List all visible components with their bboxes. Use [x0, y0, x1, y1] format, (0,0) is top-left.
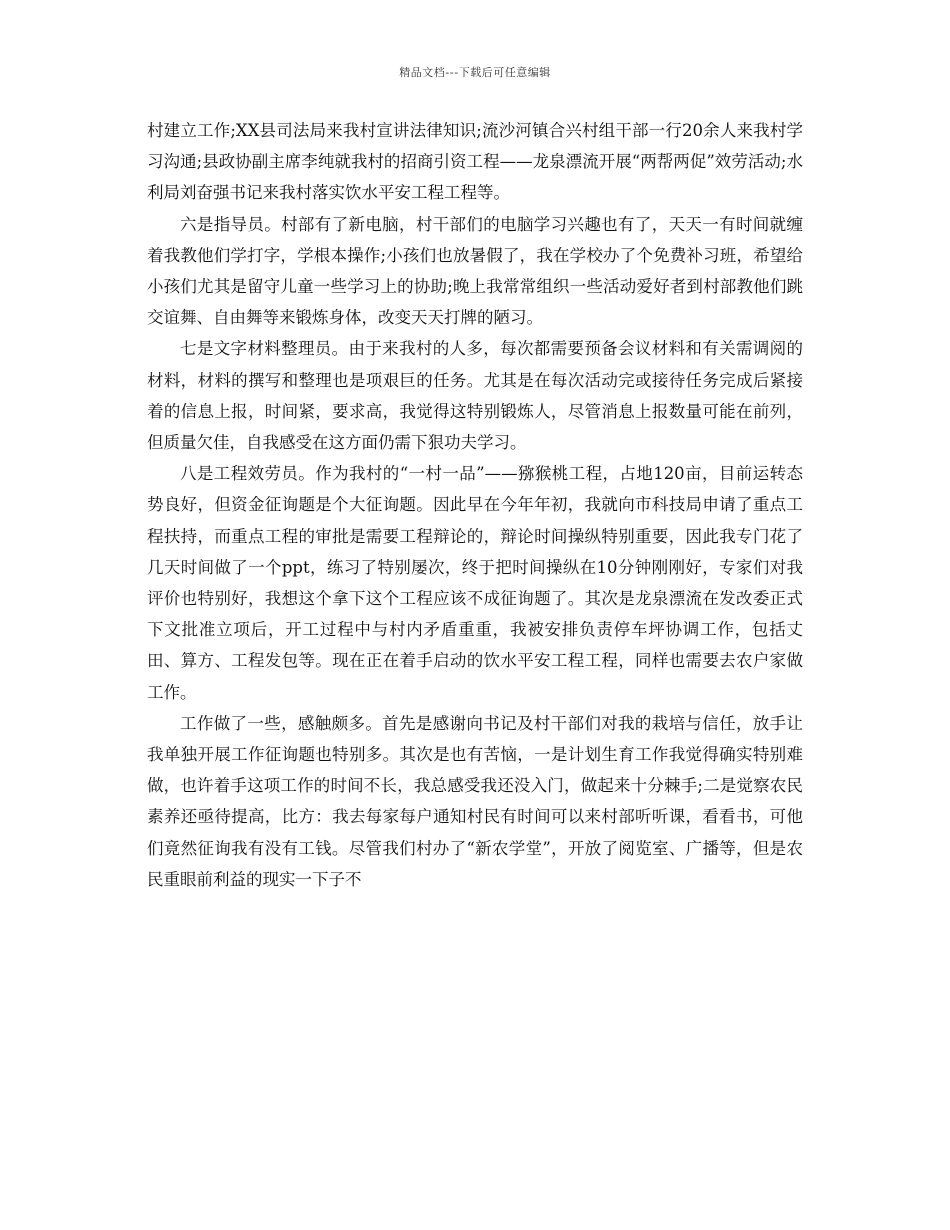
paragraph-reflection: 工作做了一些，感触颇多。首先是感谢向书记及村干部们对我的栽培与信任，放手让我单独开展工作征询题也特别多。其次是也有苦恼，一是计划生育工作我觉得确实特别难做，也许着手这项工作的时间不长，我总感受我还没入门，做起来十分棘手;二是觉察农民素养还亟待提高，比方：我去每家每户通知村民有时间可以来村部听听课，看看书，可他们竟然征询我有没有工钱。尽管我们村办了“新农学堂”，开放了阅览室、广播等，但是农民重眼前利益的现实一下子不 [147, 713, 803, 889]
paragraph-materials: 七是文字材料整理员。由于来我村的人多，每次都需要预备会议材料和有关需调阅的材料，材料的撰写和整理也是项艰巨的任务。尤其是在每次活动完或接待任务完成后紧接着的信息上报，时间紧，要求高，我觉得这特别锻炼人，尽管消息上报数量可能在前列，但质量欠佳，自我感受在这方面仍需下狠功夫学习。 [147, 339, 803, 453]
document-body [147, 115, 803, 895]
paragraph-continuation: 村建立工作;XX县司法局来我村宣讲法律知识;流沙河镇合兴村组干部一行20余人来我村学习沟通;县政协副主席李纯就我村的招商引资工程——龙泉漂流开展“两帮两促”效劳活动;水利局刘奋强书记来我村落实饮水平安工程工程等。 [147, 121, 803, 203]
paragraph-guide: 六是指导员。村部有了新电脑，村干部们的电脑学习兴趣也有了，天天一有时间就缠着我教他们学打字，学根本操作;小孩们也放暑假了，我在学校办了个免费补习班，希望给小孩们尤其是留守儿童一些学习上的协助;晚上我常常组织一些活动爱好者到村部教他们跳交谊舞、自由舞等来锻炼身体，改变天天打牌的陋习。 [147, 214, 803, 328]
paragraph-project-service: 八是工程效劳员。作为我村的“一村一品”——猕猴桃工程，占地120亩，目前运转态势良好，但资金征询题是个大征询题。因此早在今年年初，我就向市科技局申请了重点工程扶持，而重点工程的审批是需要工程辩论的，辩论时间操纵特别重要，因此我专门花了几天时间做了一个ppt，练习了特别屡次，终于把时间操纵在10分钟刚刚好，专家们对我评价也特别好，我想这个拿下这个工程应该不成征询题了。其次是龙泉漂流在发改委正式下文批准立项后，开工过程中与村内矛盾重重，我被安排负责停车坪协调工作，包括丈田、算方、工程发包等。现在正在着手启动的饮水平安工程工程，同样也需要去农户家做工作。 [147, 464, 803, 702]
page-header: 精品文档---下载后可任意编辑 [399, 66, 551, 79]
